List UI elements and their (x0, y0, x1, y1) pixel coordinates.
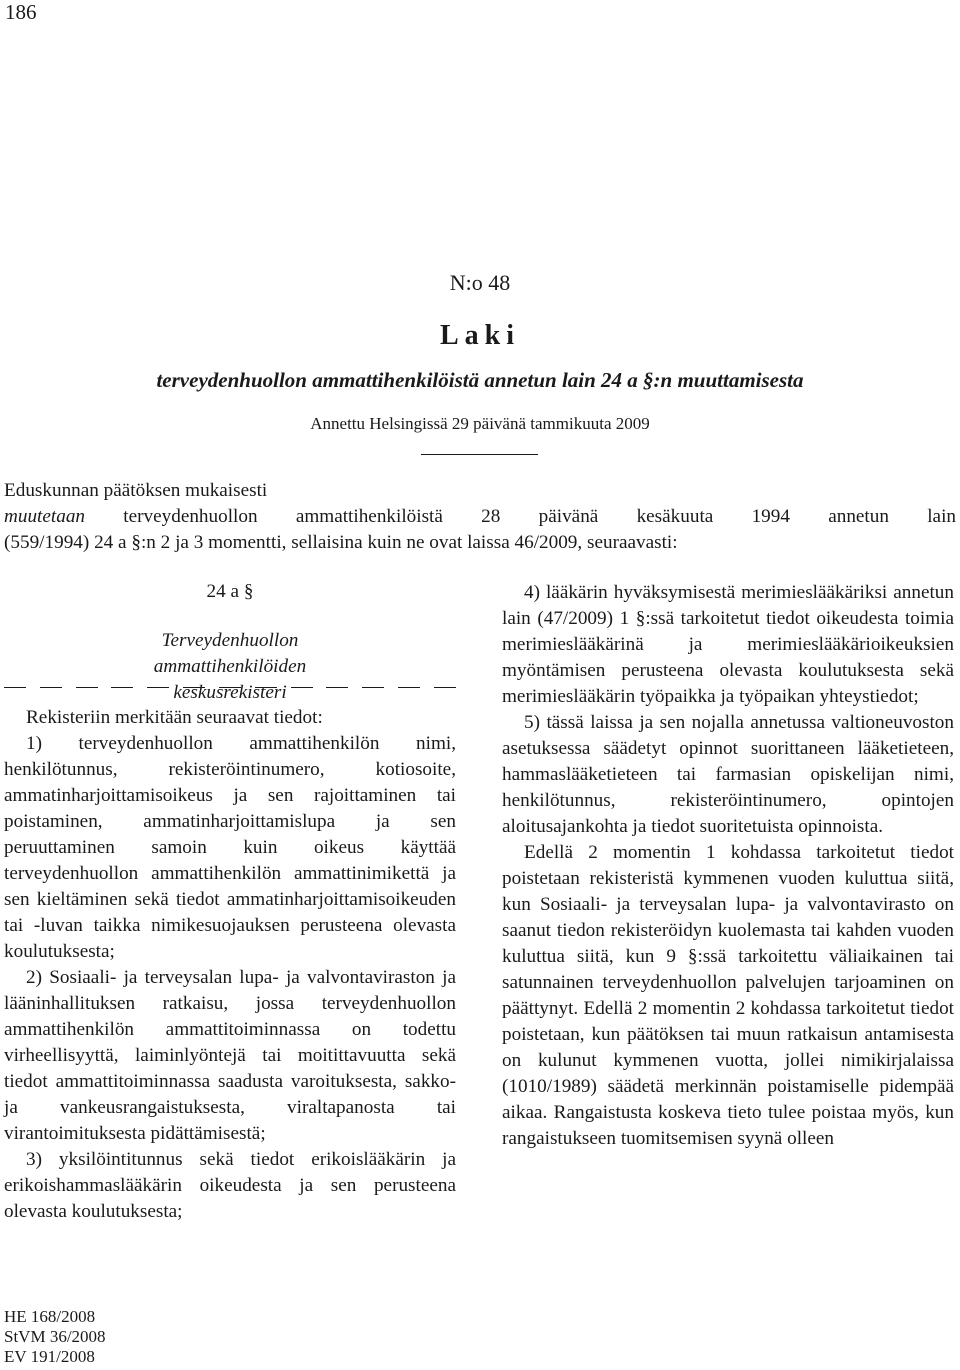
dash (434, 687, 456, 688)
dash (362, 687, 384, 688)
dash (255, 687, 277, 688)
left-column (4, 705, 456, 1225)
title-divider (421, 454, 538, 455)
preamble-line-2 (4, 504, 956, 530)
dash (291, 687, 313, 688)
right-column (502, 580, 954, 1152)
list-item-4: 4) lääkärin hyväksymisestä merimieslääkäriksi annetun lain (47/2009) 1 §:ssä tarkoitetut tiedot oikeudesta toimia merimieslääkärinä ja merimieslääkärioikeuksien myöntämisen perusteena olevasta koulutuksesta sekä merimieslääkärin työpaikka ja työpaikan yhteystiedot; (502, 582, 954, 707)
dash (183, 687, 205, 688)
dash (326, 687, 348, 688)
omission-dash-line (4, 687, 456, 688)
list-item-3: 3) yksilöintitunnus sekä tiedot erikoislääkärin ja erikoishammaslääkärin oikeudesta ja sen perusteena olevasta koulutuksesta; (4, 1149, 456, 1222)
reference-he: HE 168/2008 (4, 1307, 96, 1326)
dash (111, 687, 133, 688)
list-item-1: 1) terveydenhuollon ammattihenkilön nimi, henkilötunnus, rekisteröintinumero, kotiosoite, ammatinharjoittamisoikeus ja sen rajoittaminen tai poistaminen, ammatinharjoittamislupa ja sen peruuttaminen samoin kuin oikeus käyttää terveydenhuollon ammattihenkilön ammattinimikettä ja sen kieltäminen sekä tiedot ammatinharjoittamisoikeuden tai -luvan taikka nimikesuojauksen perusteena olevasta koulutuksesta; (4, 733, 456, 962)
paragraph-3: Edellä 2 momentin 1 kohdassa tarkoitetut tiedot poistetaan rekisteristä kymmenen vuoden kuluttua siitä, kun Sosiaali- ja terveysalan lupa- ja valvontavirasto on saanut tiedon rekisteröidyn kuolemasta tai kahden vuoden kuluttua siitä, kun 9 §:ssä tarkoitettu väliaikainen tai satunnainen terveydenhuollon palvelujen tarjoaminen on päättynyt. Edellä 2 momentin 2 kohdassa tarkoitetut tiedot poistetaan, kun päätöksen tai muun ratkaisun antamisesta on kulunut kymmenen vuotta, jollei nimikirjalaissa (1010/1989) säädetä merkinnän poistamiselle pidempää aikaa. Rangaistusta koskeva tieto tulee poistaa myös, kun rangaistukseen tuomitsemisen syynä olleen (502, 842, 954, 1149)
preamble-line-1: Eduskunnan päätöksen mukaisesti (4, 480, 268, 501)
legislative-references (4, 1307, 106, 1367)
dash (40, 687, 62, 688)
statute-number: N:o 48 (449, 270, 511, 295)
section-heading: Terveydenhuollon ammattihenkilöiden keskusrekisteri (153, 630, 307, 703)
document-title: terveydenhuollon ammattihenkilöistä annetun lain 24 a §:n muuttamisesta (156, 368, 804, 392)
list-item-5: 5) tässä laissa ja sen nojalla annetussa valtioneuvoston asetuksessa säädetyt opinnot suorittaneen lääketieteen, hammaslääketieteen tai farmasian opiskelijan nimi, henkilötunnus, rekisteröintinumero, opintojen aloitusajankohta ja tiedot suoritetuista opinnoista. (502, 712, 954, 837)
reference-stvm: StVM 36/2008 (4, 1327, 106, 1346)
paragraph-intro: Rekisteriin merkitään seuraavat tiedot: (26, 707, 323, 728)
preamble-line-3: (559/1994) 24 a §:n 2 ja 3 momentti, sellaisina kuin ne ovat laissa 46/2009, seuraavasti: (4, 532, 678, 553)
enactment-date: Annettu Helsingissä 29 päivänä tammikuuta 2009 (310, 414, 650, 433)
preamble-line-2-text: terveydenhuollon ammattihenkilöistä 28 päivänä kesäkuuta 1994 annetun lain (85, 506, 956, 527)
dash (76, 687, 98, 688)
dash (4, 687, 26, 688)
reference-ev: EV 191/2008 (4, 1347, 95, 1366)
document-type-heading: Laki (439, 320, 521, 351)
dash (147, 687, 169, 688)
section-number: 24 a § (206, 581, 254, 602)
dash (219, 687, 241, 688)
list-item-2: 2) Sosiaali- ja terveysalan lupa- ja valvontaviraston ja lääninhallituksen ratkaisu, jossa terveydenhuollon ammattihenkilön ammattitoiminnassa on todettu virheellisyyttä, laiminlyöntejä tai moitittavuutta sekä tiedot ammattitoiminnassa saadusta varoituksesta, sakko- ja vankeusrangaistuksesta, viraltapanosta tai virantoimituksesta pidättämisestä; (4, 967, 456, 1144)
preamble (4, 478, 956, 556)
preamble-verb: muutetaan (4, 506, 86, 527)
dash (398, 687, 420, 688)
page-number: 186 (5, 0, 37, 24)
